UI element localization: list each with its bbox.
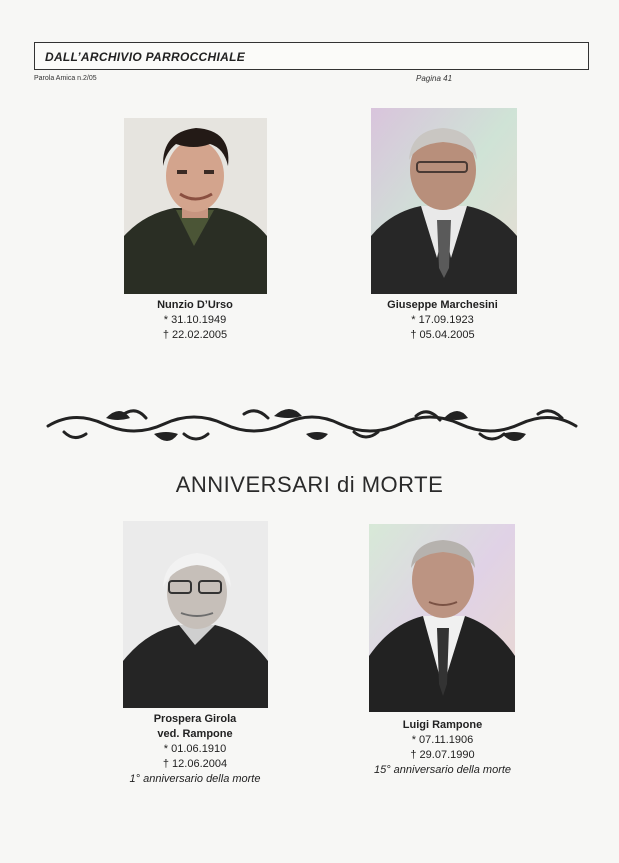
portrait-photo-luigi bbox=[369, 524, 515, 712]
caption-prospera bbox=[100, 712, 290, 787]
deceased-name: Prospera Girola bbox=[153, 713, 237, 725]
portrait-photo-prospera bbox=[123, 521, 268, 708]
page-number: Pagina 41 bbox=[416, 74, 453, 83]
portrait-photo-nunzio bbox=[124, 118, 267, 294]
page-header bbox=[34, 42, 589, 70]
caption-giuseppe bbox=[355, 298, 530, 343]
death-date: † 22.02.2005 bbox=[162, 329, 228, 341]
portrait-photo-giuseppe bbox=[371, 108, 517, 294]
birth-date: * 01.06.1910 bbox=[163, 743, 227, 755]
section-title: DALL’ARCHIVIO PARROCCHIALE bbox=[45, 50, 246, 64]
caption-luigi bbox=[345, 718, 540, 778]
deceased-name-suffix: ved. Rampone bbox=[157, 728, 233, 740]
anniversaries-heading: ANNIVERSARI di MORTE bbox=[175, 472, 444, 497]
death-date: † 29.07.1990 bbox=[410, 749, 475, 761]
death-date: † 05.04.2005 bbox=[410, 329, 475, 341]
anniversary-note: 1° anniversario della morte bbox=[129, 773, 261, 785]
death-date: † 12.06.2004 bbox=[162, 758, 228, 770]
deceased-name: Nunzio D’Urso bbox=[157, 299, 233, 311]
ornamental-divider bbox=[44, 404, 580, 446]
anniversary-note: 15° anniversario della morte bbox=[373, 764, 512, 776]
deceased-name: Luigi Rampone bbox=[402, 719, 483, 731]
birth-date: * 31.10.1949 bbox=[163, 314, 227, 326]
caption-nunzio bbox=[115, 298, 275, 343]
birth-date: * 17.09.1923 bbox=[411, 314, 474, 326]
deceased-name: Giuseppe Marchesini bbox=[387, 299, 498, 311]
birth-date: * 07.11.1906 bbox=[411, 734, 474, 746]
publication-issue: Parola Amica n.2/05 bbox=[34, 75, 97, 82]
